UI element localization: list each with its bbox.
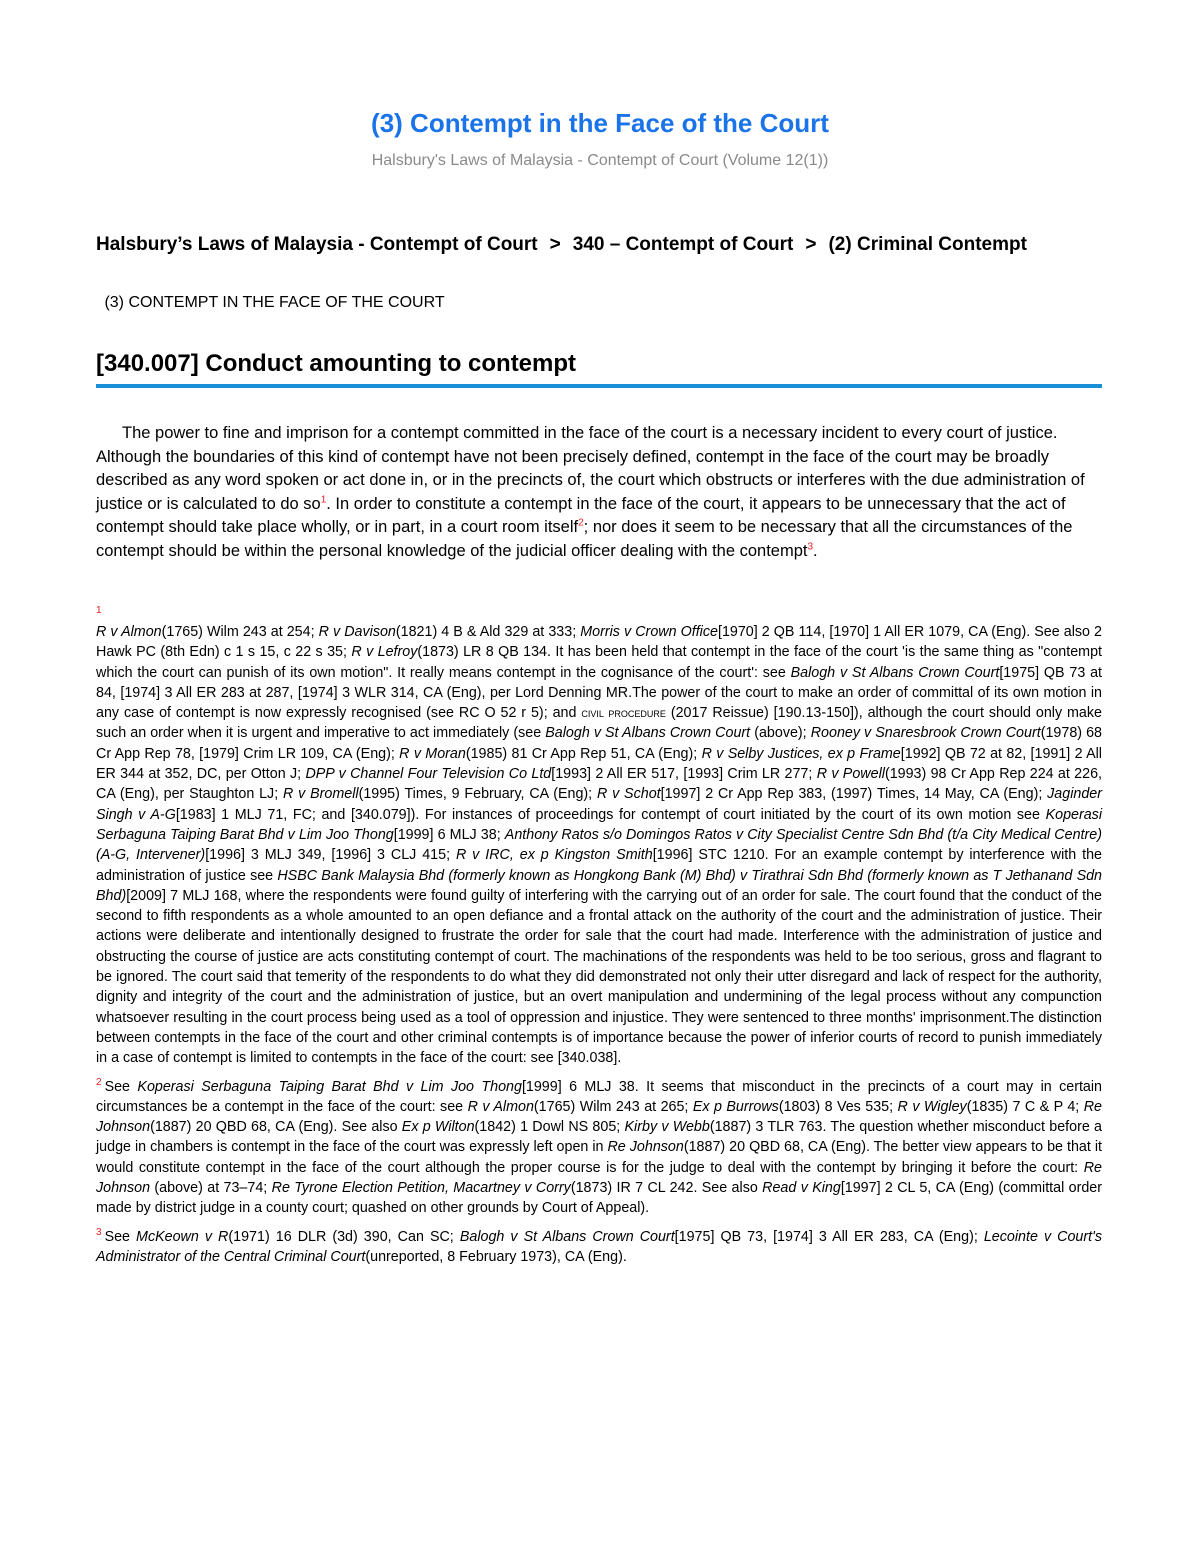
footnote-text: (1995) Times, 9 February, CA (Eng);	[358, 786, 597, 803]
footnote-text: (above) at 73–74;	[150, 1180, 272, 1197]
case-citation: DPP v Channel Four Television Co Ltd	[305, 766, 552, 783]
case-citation: Re Johnson	[607, 1139, 684, 1156]
case-citation: Re Tyrone Election Petition, Macartney v Corry	[271, 1180, 571, 1197]
footnote-text: (1887) 20 QBD 68, CA (Eng). The better view appears to be that it would constitute contempt in the face of the court although the proper course is for the judge to deal with the contempt by bringing it before the court:	[96, 1139, 1102, 1176]
case-citation: Read v King	[762, 1180, 841, 1197]
footnote-text: [1996] STC 1210. For an example contempt by interference with the administration of justice see	[96, 847, 1102, 884]
footnote-text: (1971) 16 DLR (3d) 390, Can SC;	[228, 1228, 460, 1245]
footnote-text: (above);	[750, 725, 811, 742]
footnote-text: [1997] 2 Cr App Rep 383, (1997) Times, 14 May, CA (Eng);	[660, 786, 1048, 803]
case-citation: Jaginder Singh v A-G	[96, 786, 1102, 823]
footnote-text: [1970] 2 QB 114, [1970] 1 All ER 1079, CA (Eng). See also 2 Hawk PC (8th Edn) c 1 s 15, c 22 s 35;	[96, 624, 1102, 661]
footnote-ref-1[interactable]: 1	[320, 494, 327, 505]
footnote-text: (1978) 68 Cr App Rep 78, [1979] Crim LR 109, CA (Eng);	[96, 725, 1102, 762]
footnote-text: (unreported, 8 February 1973), CA (Eng).	[365, 1248, 627, 1265]
footnote-text: [1993] 2 All ER 517, [1993] Crim LR 277;	[551, 766, 817, 783]
case-citation: R v Wigley	[897, 1098, 967, 1115]
body-paragraph	[96, 422, 1102, 563]
document-subtitle: Halsbury's Laws of Malaysia - Contempt of Court (Volume 12(1))	[371, 152, 829, 169]
case-citation: HSBC Bank Malaysia Bhd (formerly known as Hongkong Bank (M) Bhd) v Tirathrai Sdn Bhd (formerly known as T Jethanand Sdn Bhd)	[96, 867, 1103, 904]
footnote-number: 2	[96, 1076, 102, 1088]
breadcrumb	[96, 232, 1106, 257]
footnote-text: (1842) 1 Dowl NS 805;	[474, 1119, 625, 1136]
breadcrumb-item-volume[interactable]: Halsbury’s Laws of Malaysia - Contempt of Court	[96, 234, 538, 255]
paragraph-text: . In order to constitute a contempt in the face of the court, it appears to be unnecessary that the act of contempt should take place wholly, or in part, in a court room itself	[96, 494, 1066, 536]
footnote-text: (1993) 98 Cr App Rep 224 at 226, CA (Eng), per Staughton LJ;	[96, 766, 1102, 803]
case-citation: Re Johnson	[96, 1098, 1102, 1136]
footnote-text: (1887) 3 TLR 763. The question whether misconduct before a judge in chambers is contempt in the face of the court was expressly left open in	[96, 1119, 1102, 1156]
case-citation: Balogh v St Albans Crown Court	[790, 664, 1000, 681]
paragraph-text: The power to fine and imprison for a contempt committed in the face of the court is a necessary incident to every court of justice. Although the boundaries of this kind of contempt have not been precisely defined, contempt in the face of the court may be broadly described as any word spoken or act done in, or in the precincts of, the court which obstructs or interferes with the due administration of justice or is calculated to do so	[96, 424, 1085, 513]
case-citation: R v IRC, ex p Kingston Smith	[455, 847, 653, 864]
paragraph-text: ; nor does it seem to be necessary that all the circumstances of the contempt should be within the personal knowledge of the judicial officer dealing with the contempt	[96, 518, 1073, 560]
case-citation: Re Johnson	[96, 1159, 1102, 1197]
footnote-text: (2017 Reissue) [190.13-150]), although the court should only make such an order when it is urgent and imperative to act immediately (see	[96, 705, 1102, 742]
footnote-text: (1765) Wilm 243 at 254;	[161, 624, 319, 640]
footnote-2	[96, 1077, 1102, 1219]
footnote-1	[96, 604, 1102, 1069]
document-title: (3) Contempt in the Face of the Court	[371, 108, 829, 138]
section-label: (3) CONTEMPT IN THE FACE OF THE COURT	[100, 294, 445, 311]
case-citation: McKeown v R	[136, 1228, 229, 1245]
case-citation: Kirby v Webb	[624, 1119, 710, 1136]
footnote-text: [1999] 6 MLJ 38;	[393, 826, 505, 843]
case-citation: Koperasi Serbaguna Taiping Barat Bhd v Lim Joo Thong	[137, 1078, 522, 1095]
footnote-text: [1999] 6 MLJ 38. It seems that misconduct in the precincts of a court may in certain circumstances be a contempt in the face of the court: see	[96, 1078, 1103, 1115]
paragraph-text: .	[813, 541, 818, 560]
footnote-text: [2009] 7 MLJ 168, where the respondents were found guilty of interfering with the carrying out of an order for sale. The court found that the conduct of the second to fifth respondents as a whole amounted to an open defiance and a frontal attack on the authority of the court and the administration of justice. Their actions were deliberate and intentionally designed to frustrate the order for sale that the court had made. Interference with the administration of justice and obstructing the course of justice are acts constituting contempt of court. The machinations of the respondents was held to be too serious, gross and flagrant to be ignored. The court said that temerity of the respondents to do what they did demonstrated not only their utter disregard and lack of respect for the authority, dignity and integrity of the court and the administration of justice, but an overt manipulation and undermining of the legal process without any compunction whatsoever resulting in the court process being used as a tool of oppression and injustice. They were sentenced to three months' imprisonment.The distinction between contempts in the face of the court and other criminal contempts is of importance because the power of inferior courts of record to punish immediately in a case of contempt is limited to contempts in the face of the court: see [340.038].	[96, 887, 1102, 1067]
case-citation: Ex p Burrows	[692, 1098, 779, 1115]
footnotes	[96, 604, 1102, 1275]
footnote-text: [1975] QB 73 at 84, [1974] 3 All ER 283 at 287, [1974] 3 WLR 314, CA (Eng), per Lord Denning MR.The power of the court to make an order of committal of its own motion in any case of contempt is now expressly recognised (see RC O 52 r 5); and	[96, 664, 1103, 722]
case-citation: Balogh v St Albans Crown Court	[545, 725, 751, 742]
case-citation: R v Moran	[399, 745, 466, 762]
footnote-text: [1996] 3 MLJ 349, [1996] 3 CLJ 415;	[205, 847, 456, 864]
footnote-text: (1765) Wilm 243 at 265;	[533, 1098, 693, 1115]
footnote-text: See	[104, 1078, 138, 1095]
footnote-text: (1835) 7 C & P 4;	[966, 1098, 1084, 1115]
footnote-text: [1992] QB 72 at 82, [1991] 2 All ER 344 at 352, DC, per Otton J;	[96, 745, 1102, 783]
case-citation: R v Powell	[816, 766, 885, 783]
footnote-text: See	[104, 1228, 137, 1245]
footnote-number: 3	[96, 1226, 102, 1238]
footnote-text: (1887) 20 QBD 68, CA (Eng). See also	[150, 1119, 402, 1136]
breadcrumb-item-section[interactable]: (2) Criminal Contempt	[828, 234, 1027, 255]
case-citation: Balogh v St Albans Crown Court	[459, 1228, 675, 1245]
footnote-number: 1	[96, 605, 102, 616]
footnote-ref-2[interactable]: 2	[578, 517, 584, 529]
footnote-ref-3[interactable]: 3	[807, 541, 814, 552]
footnote-text: (1873) IR 7 CL 242. See also	[570, 1180, 763, 1197]
case-citation: R v Schot	[596, 786, 661, 803]
footnote-text: [1997] 2 CL 5, CA (Eng) (committal order made by district judge in a county court; quashed on other grounds by Court of Appeal).	[96, 1180, 1103, 1217]
footnote-text: civil procedure	[581, 705, 666, 721]
case-citation: Lecointe v Court's Administrator of the Central Criminal Court	[96, 1228, 1102, 1265]
case-citation: R v Almon	[96, 624, 162, 640]
footnote-text: (1821) 4 B & Ald 329 at 333;	[395, 624, 581, 640]
case-citation: Ex p Wilton	[401, 1119, 475, 1136]
footnote-text: (1985) 81 Cr App Rep 51, CA (Eng);	[465, 745, 702, 762]
footnote-text: [1975] QB 73, [1974] 3 All ER 283, CA (Eng);	[674, 1228, 984, 1245]
footnote-text: [1983] 1 MLJ 71, FC; and [340.079]). For instances of proceedings for contempt of court initiated by the court of its own motion see	[175, 806, 1046, 823]
case-citation: R v Bromell	[283, 786, 359, 803]
footnote-text: (1803) 8 Ves 535;	[778, 1098, 898, 1115]
footnote-text: (1873) LR 8 QB 134. It has been held that contempt in the face of the court 'is the same thing as "contempt which the court can punish of its own motion". It really means contempt in the cognisance of the court': see	[96, 644, 1103, 681]
case-citation: Koperasi Serbaguna Taiping Barat Bhd v Lim Joo Thong	[96, 806, 1103, 843]
case-citation: R v Almon	[467, 1098, 534, 1115]
breadcrumb-item-title[interactable]: 340 – Contempt of Court	[572, 234, 794, 255]
breadcrumb-separator: >	[549, 234, 561, 255]
footnote-3	[96, 1227, 1102, 1268]
section-heading: [340.007] Conduct amounting to contempt	[96, 350, 1102, 388]
case-citation: Anthony Ratos s/o Domingos Ratos v City Specialist Centre Sdn Bhd (t/a City Medical Centre) (A-G, Intervener)	[96, 826, 1102, 864]
case-citation: Morris v Crown Office	[580, 624, 718, 640]
case-citation: R v Davison	[318, 624, 396, 640]
breadcrumb-separator: >	[805, 234, 817, 255]
case-citation: R v Lefroy	[351, 644, 418, 661]
case-citation: Rooney v Snaresbrook Crown Court	[810, 725, 1041, 742]
case-citation: R v Selby Justices, ex p Frame	[701, 745, 901, 762]
